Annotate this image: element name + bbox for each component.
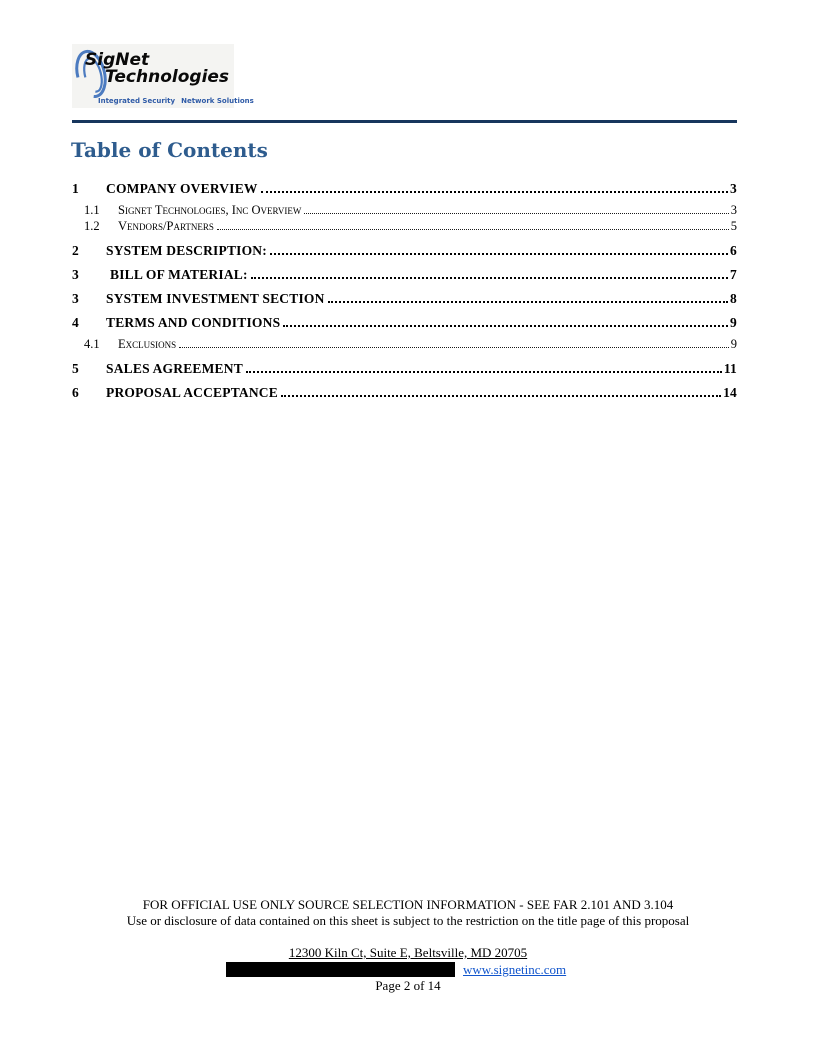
toc-number: 4: [72, 315, 79, 330]
toc-row: [72, 337, 737, 352]
toc-page-number: 3: [730, 181, 737, 196]
toc-label: PROPOSAL ACCEPTANCE: [106, 385, 278, 400]
redaction-bar: [226, 962, 455, 977]
toc-label: TERMS AND CONDITIONS: [106, 315, 281, 330]
toc-row: [72, 219, 737, 234]
footer-contact-line: [0, 961, 816, 977]
toc-row: [72, 385, 737, 400]
toc-label: Signet Technologies, Inc Overview: [118, 203, 302, 217]
toc-label: Exclusions: [118, 337, 177, 351]
toc-label: SYSTEM DESCRIPTION:: [106, 243, 267, 258]
toc-label: Vendors/Partners: [118, 219, 214, 233]
toc-row: [72, 267, 737, 282]
toc-row: [72, 361, 737, 376]
company-logo: [72, 44, 254, 108]
toc-number: 6: [72, 385, 79, 400]
toc-leader-dots: [281, 395, 721, 397]
footer-address: 12300 Kiln Ct, Suite E, Beltsville, MD 20705: [288, 945, 528, 960]
toc-leader-dots: [270, 253, 728, 255]
toc-leader-dots: [251, 277, 728, 279]
toc-row: [72, 291, 737, 306]
toc-number: 5: [72, 361, 79, 376]
toc-label: COMPANY OVERVIEW: [106, 181, 258, 196]
toc-number: 1.2: [84, 219, 100, 233]
logo-tagline: [98, 97, 254, 105]
page-number-label: Page 2 of 14: [375, 978, 441, 993]
toc-number: 1: [72, 181, 79, 196]
toc-leader-dots: [246, 371, 722, 373]
website-link[interactable]: www.signetinc.com: [463, 962, 567, 977]
toc-leader-dots: [179, 347, 729, 348]
toc-row: [72, 315, 737, 330]
toc-page-number: 11: [723, 361, 737, 376]
toc-page-number: 14: [723, 385, 737, 400]
toc-number: 2: [72, 243, 79, 258]
header-divider-rule: [72, 120, 737, 123]
footer-disclaimer-line1: FOR OFFICIAL USE ONLY SOURCE SELECTION INFORMATION - SEE FAR 2.101 AND 3.104: [142, 897, 674, 912]
page-title: Table of Contents: [71, 138, 268, 162]
toc-leader-dots: [328, 301, 728, 303]
toc-page-number: 6: [730, 243, 737, 258]
toc-leader-dots: [304, 213, 728, 214]
toc-number: 4.1: [84, 337, 100, 351]
toc-label: SALES AGREEMENT: [106, 361, 243, 376]
toc-row: [72, 181, 737, 196]
brand-name-bottom: Technologies: [105, 67, 230, 87]
toc-page-number: 7: [730, 267, 737, 282]
toc-page-number: 5: [730, 219, 737, 233]
footer-disclaimer-line2: Use or disclosure of data contained on this sheet is subject to the restriction on the title page of this proposal: [126, 912, 690, 928]
toc-leader-dots: [261, 191, 728, 193]
toc-row: [72, 243, 737, 258]
toc-label: SYSTEM INVESTMENT SECTION: [106, 291, 325, 306]
toc-number: 1.1: [84, 203, 100, 217]
toc-page-number: 9: [730, 337, 737, 351]
toc-label: BILL OF MATERIAL:: [110, 267, 248, 282]
toc-number: 3: [72, 291, 79, 306]
tagline-right: Network Solutions: [181, 97, 254, 105]
tagline-left: Integrated Security: [98, 97, 176, 105]
page-footer: [0, 897, 816, 993]
toc-row: [72, 203, 737, 218]
toc-leader-dots: [283, 325, 728, 327]
toc-page-number: 8: [730, 291, 737, 306]
toc-leader-dots: [217, 229, 729, 230]
brand-name-top: SigNet: [85, 50, 150, 70]
table-of-contents: [72, 172, 737, 400]
toc-number: 3: [72, 267, 79, 282]
toc-page-number: 3: [730, 203, 737, 217]
toc-page-number: 9: [730, 315, 737, 330]
